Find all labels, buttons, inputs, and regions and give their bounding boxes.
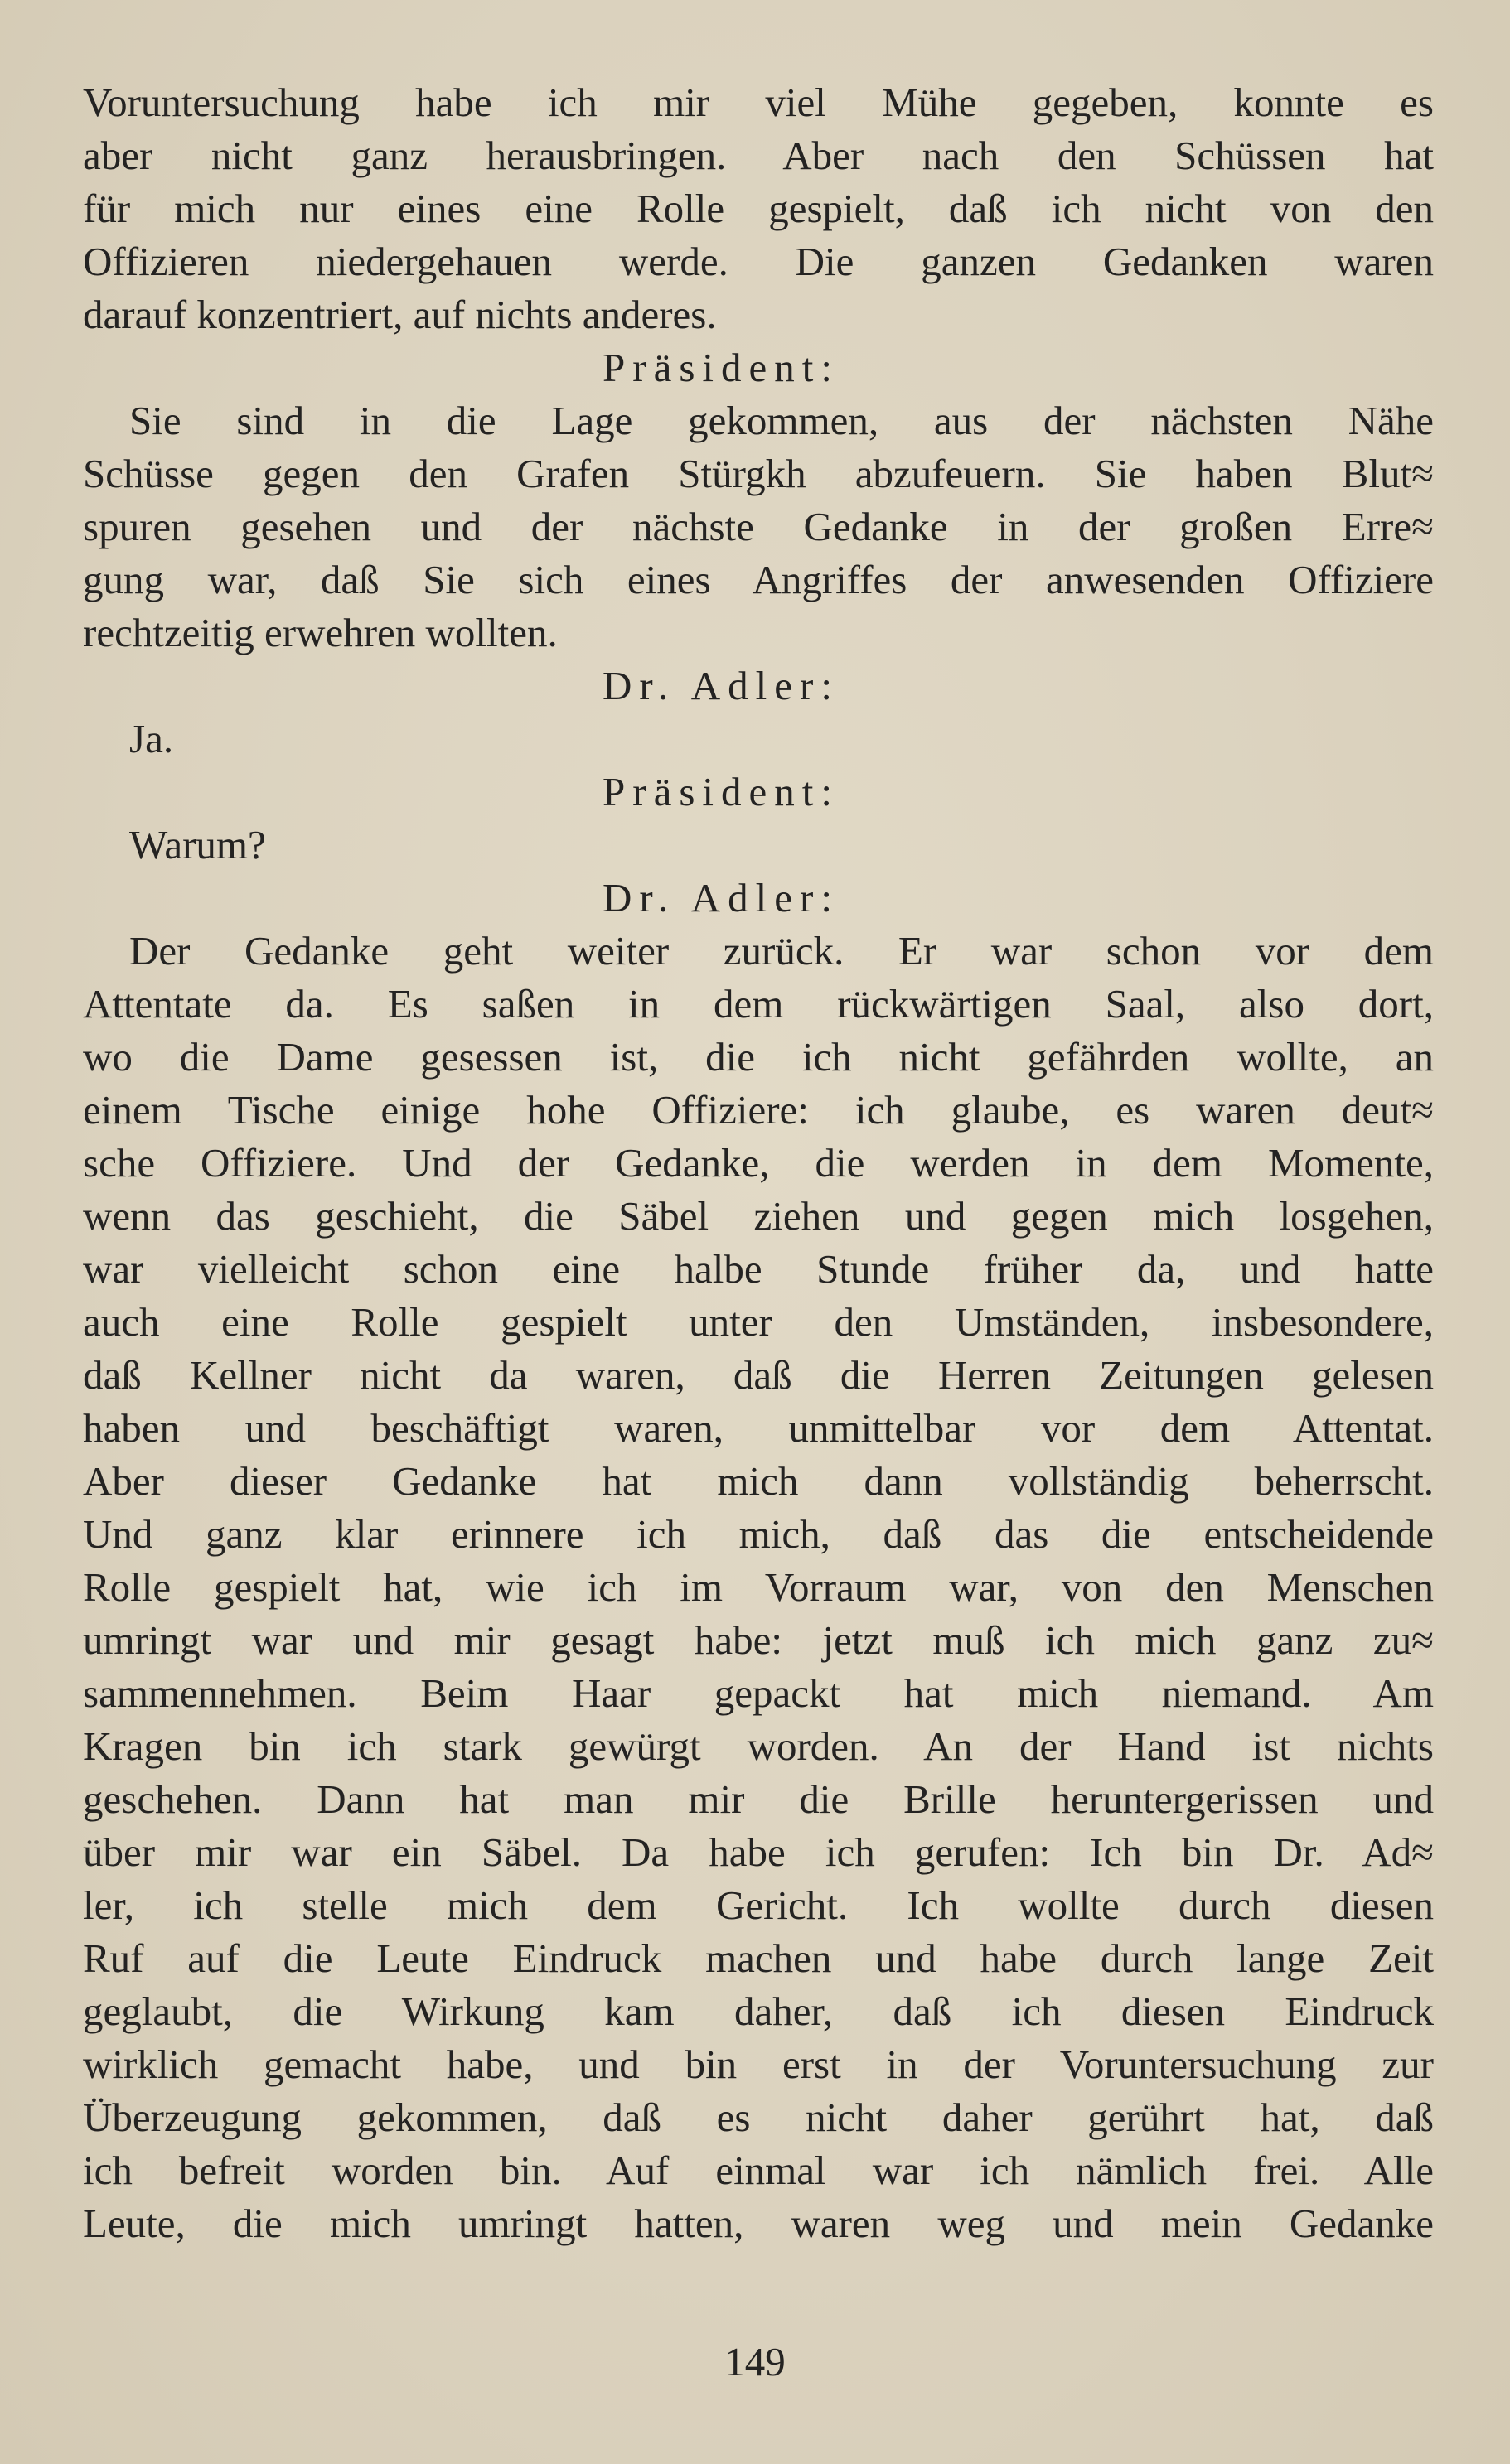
text-line: für mich nur eines eine Rolle gespielt, daß ich nicht von den xyxy=(83,186,1434,231)
speaker-label-president: Präsident: xyxy=(603,345,840,390)
speaker-label-adler: Dr. Adler: xyxy=(603,875,840,920)
text-line: über mir war ein Säbel. Da habe ich gerufen: Ich bin Dr. Ad≈ xyxy=(83,1829,1434,1875)
text-line: wirklich gemacht habe, und bin erst in der Voruntersuchung zur xyxy=(83,2041,1434,2087)
page-number: 149 xyxy=(724,2339,786,2384)
text-line: Schüsse gegen den Grafen Stürgkh abzufeuern. Sie haben Blut≈ xyxy=(83,451,1434,496)
text-line: wo die Dame gesessen ist, die ich nicht gefährden wollte, an xyxy=(83,1034,1434,1080)
text-line: Der Gedanke geht weiter zurück. Er war schon vor dem xyxy=(129,928,1434,974)
text-line: Aber dieser Gedanke hat mich dann vollständig beherrscht. xyxy=(83,1458,1434,1504)
reply-text: Warum? xyxy=(129,822,266,867)
text-line: haben und beschäftigt waren, unmittelbar vor dem Attentat. xyxy=(83,1405,1434,1451)
text-line: Offizieren niedergehauen werde. Die ganzen Gedanken waren xyxy=(83,239,1434,284)
text-line: ich befreit worden bin. Auf einmal war ich nämlich frei. Alle xyxy=(83,2148,1434,2193)
text-line: Attentate da. Es saßen in dem rückwärtigen Saal, also dort, xyxy=(83,981,1434,1027)
text-line: Leute, die mich umringt hatten, waren weg und mein Gedanke xyxy=(83,2201,1434,2246)
text-line: spuren gesehen und der nächste Gedanke in der großen Erre≈ xyxy=(83,504,1434,549)
text-line: einem Tische einige hohe Offiziere: ich glaube, es waren deut≈ xyxy=(83,1087,1434,1133)
page-text xyxy=(83,76,1434,2250)
text-line: Rolle gespielt hat, wie ich im Vorraum war, von den Menschen xyxy=(83,1564,1434,1610)
text-line: sche Offiziere. Und der Gedanke, die werden in dem Momente, xyxy=(83,1140,1434,1186)
text-line: rechtzeitig erwehren wollten. xyxy=(83,610,558,655)
text-line: geschehen. Dann hat man mir die Brille heruntergerissen und xyxy=(83,1776,1434,1822)
text-line: aber nicht ganz herausbringen. Aber nach den Schüssen hat xyxy=(83,133,1434,178)
speaker-label-president: Präsident: xyxy=(603,769,840,814)
reply-text: Ja. xyxy=(129,716,174,761)
text-line: darauf konzentriert, auf nichts anderes. xyxy=(83,292,717,337)
text-line: Ruf auf die Leute Eindruck machen und habe durch lange Zeit xyxy=(83,1935,1434,1981)
text-line: ler, ich stelle mich dem Gericht. Ich wollte durch diesen xyxy=(83,1882,1434,1928)
text-line: Voruntersuchung habe ich mir viel Mühe gegeben, konnte es xyxy=(83,80,1434,125)
text-line: umringt war und mir gesagt habe: jetzt muß ich mich ganz zu≈ xyxy=(83,1617,1434,1663)
text-line: wenn das geschieht, die Säbel ziehen und gegen mich losgehen, xyxy=(83,1193,1434,1239)
text-line: auch eine Rolle gespielt unter den Umständen, insbesondere, xyxy=(83,1299,1434,1345)
text-line: gung war, daß Sie sich eines Angriffes der anwesenden Offiziere xyxy=(83,557,1434,602)
text-line: Überzeugung gekommen, daß es nicht daher gerührt hat, daß xyxy=(83,2094,1434,2140)
text-line: geglaubt, die Wirkung kam daher, daß ich diesen Eindruck xyxy=(83,1988,1434,2034)
text-line: daß Kellner nicht da waren, daß die Herren Zeitungen gelesen xyxy=(83,1352,1434,1398)
text-line: sammennehmen. Beim Haar gepackt hat mich niemand. Am xyxy=(83,1670,1434,1716)
text-line: Sie sind in die Lage gekommen, aus der nächsten Nähe xyxy=(129,398,1434,443)
speaker-label-adler: Dr. Adler: xyxy=(603,663,840,708)
text-line: Kragen bin ich stark gewürgt worden. An der Hand ist nichts xyxy=(83,1723,1434,1769)
text-line: war vielleicht schon eine halbe Stunde früher da, und hatte xyxy=(83,1246,1434,1292)
text-line: Und ganz klar erinnere ich mich, daß das die entscheidende xyxy=(83,1511,1434,1557)
